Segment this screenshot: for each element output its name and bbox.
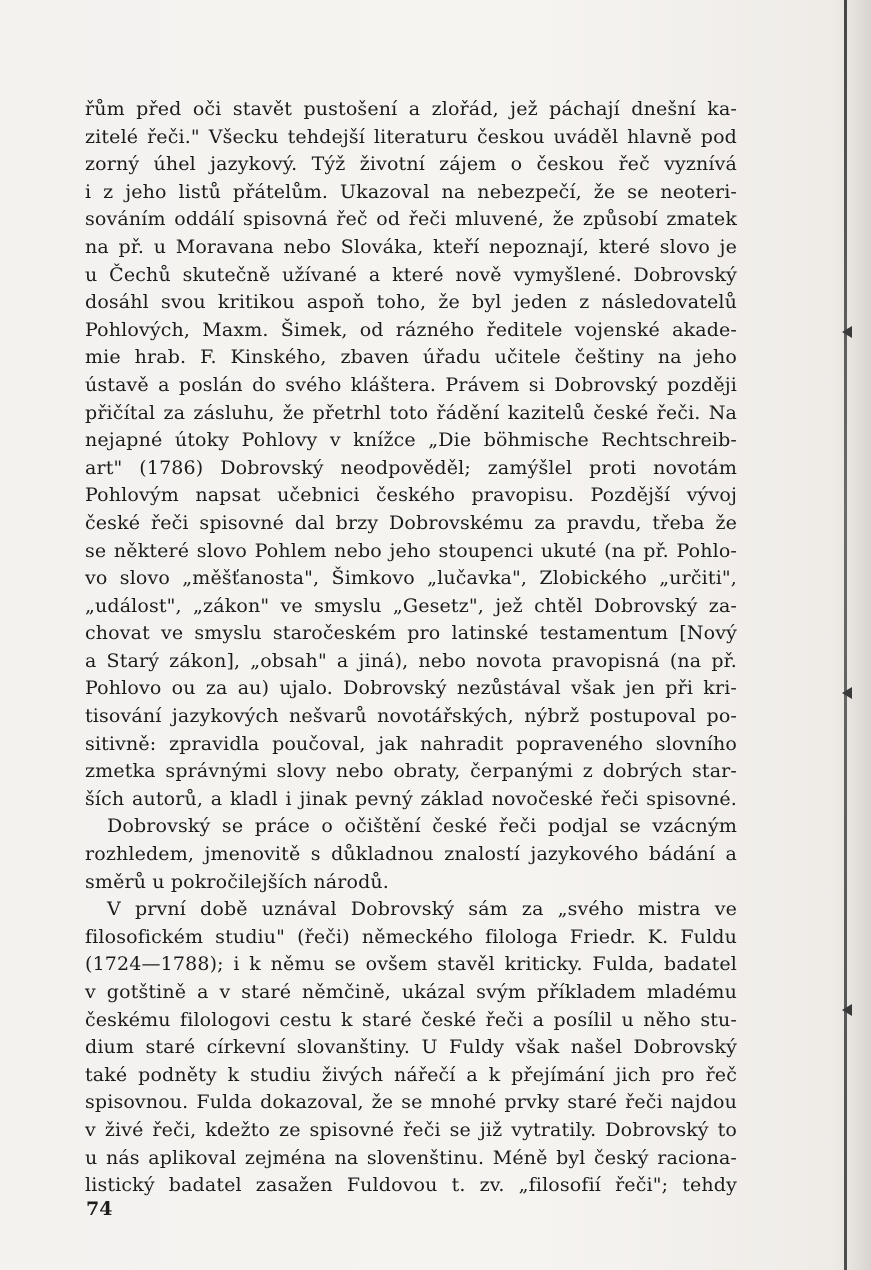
text-line: české řeči spisovné dal brzy Dobrovskému za pravdu, třeba že bbox=[85, 511, 737, 534]
binding-stitch bbox=[839, 1000, 853, 1022]
text-line: „událost", „zákon" ve smyslu „Gesetz", jež chtěl Dobrovský za- bbox=[85, 594, 737, 617]
text-line: zitelé řeči." Všecku tehdejší literaturu českou uváděl hlavně pod bbox=[85, 125, 737, 148]
text-line: Dobrovský se práce o očištění české řeči podjal se vzácným bbox=[107, 815, 737, 838]
binding-stitch bbox=[839, 683, 853, 705]
text-line: rozhledem, jmenovitě s důkladnou znalostí jazykového bádání a bbox=[85, 843, 737, 866]
text-line: V první době uznával Dobrovský sám za „svého mistra ve bbox=[107, 898, 737, 921]
text-line: ústavě a poslán do svého kláštera. Právem si Dobrovský později bbox=[85, 373, 737, 396]
text-line: sitivně: zpravidla poučoval, jak nahradit popraveného slovního bbox=[85, 732, 737, 755]
text-line: sováním oddálí spisovná řeč od řeči mluvené, že způsobí zmatek bbox=[85, 208, 737, 231]
text-line: Pohlovým napsat učebnici českého pravopisu. Pozdější vývoj bbox=[85, 484, 737, 507]
text-line: filosofickém studiu" (řeči) německého filologa Friedr. K. Fuldu bbox=[85, 925, 737, 948]
text-line: vo slovo „měšťanosta", Šimkovo „lučavka", Zlobického „určiti", bbox=[85, 567, 737, 590]
text-line: řům před oči stavět pustošení a zlořád, jež páchají dnešní ka- bbox=[85, 98, 737, 120]
text-line: ších autorů, a kladl i jinak pevný základ novočeské řeči spisovné. bbox=[85, 787, 737, 810]
text-line: směrů u pokročilejších národů. bbox=[85, 870, 389, 893]
text-line: zorný úhel jazykový. Týž životní zájem o českou řeč vyznívá bbox=[85, 153, 737, 176]
binding-stitch bbox=[839, 322, 853, 344]
text-line: dosáhl svou kritikou aspoň toho, že byl jeden z následovatelů bbox=[85, 291, 737, 314]
text-line: dium staré církevní slovanštiny. U Fuldy však našel Dobrovský bbox=[85, 1036, 737, 1059]
text-line: listický badatel zasažen Fuldovou t. zv. „filosofií řeči"; tehdy bbox=[85, 1174, 737, 1197]
text-line: v živé řeči, kdežto ze spisovné řeči se již vytratily. Dobrovský to bbox=[85, 1118, 737, 1141]
text-line: zmetka správnými slovy nebo obraty, čerpanými z dobrých star- bbox=[85, 760, 737, 783]
text-line: chovat ve smyslu staročeském pro latinské testamentum [Nový bbox=[85, 622, 737, 645]
binding-gutter bbox=[844, 0, 847, 1270]
text-line: v gotštině a v staré němčině, ukázal svým příkladem mladému bbox=[85, 981, 737, 1003]
text-line: u Čechů skutečně užívané a které nově vymyšlené. Dobrovský bbox=[85, 263, 737, 286]
text-line: se některé slovo Pohlem nebo jeho stoupenci ukuté (na př. Pohlo- bbox=[85, 539, 737, 562]
body-text bbox=[85, 96, 737, 1200]
text-line: a Starý zákon], „obsah" a jiná), nebo novota pravopisná (na př. bbox=[85, 649, 737, 672]
binding-edge bbox=[847, 0, 871, 1270]
text-line: u nás aplikoval zejména na slovenštinu. Méně byl český raciona- bbox=[85, 1146, 737, 1169]
text-line: Pohlovo ou za au) ujalo. Dobrovský nezůstával však jen při kri- bbox=[85, 677, 737, 700]
text-line: českému filologovi cestu k staré české řeči a posílil u něho stu- bbox=[85, 1008, 737, 1031]
text-line: spisovnou. Fulda dokazoval, že se mnohé prvky staré řeči najdou bbox=[85, 1091, 737, 1114]
text-line: mie hrab. F. Kinského, zbaven úřadu učitele češtiny na jeho bbox=[85, 346, 737, 369]
text-line: přičítal za zásluhu, že přetrhl toto řádění kazitelů české řeči. Na bbox=[85, 401, 737, 424]
text-line: také podněty k studiu živých nářečí a k přejímání jich pro řeč bbox=[85, 1063, 737, 1086]
page-number: 74 bbox=[86, 1198, 113, 1220]
text-line: nejapné útoky Pohlovy v knížce „Die böhmische Rechtschreib- bbox=[85, 429, 737, 452]
text-line: na př. u Moravana nebo Slováka, kteří nepoznají, které slovo je bbox=[85, 235, 737, 258]
text-line: (1724—1788); i k němu se ovšem stavěl kriticky. Fulda, badatel bbox=[85, 953, 737, 976]
text-line: tisování jazykových nešvarů novotářských, nýbrž postupoval po- bbox=[85, 705, 737, 728]
text-line: art" (1786) Dobrovský neodpověděl; zamýšlel proti novotám bbox=[85, 456, 737, 479]
text-line: Pohlových, Maxm. Šimek, od rázného ředitele vojenské akade- bbox=[85, 318, 737, 341]
text-line: i z jeho listů přátelům. Ukazoval na nebezpečí, že se neoteri- bbox=[85, 180, 737, 203]
